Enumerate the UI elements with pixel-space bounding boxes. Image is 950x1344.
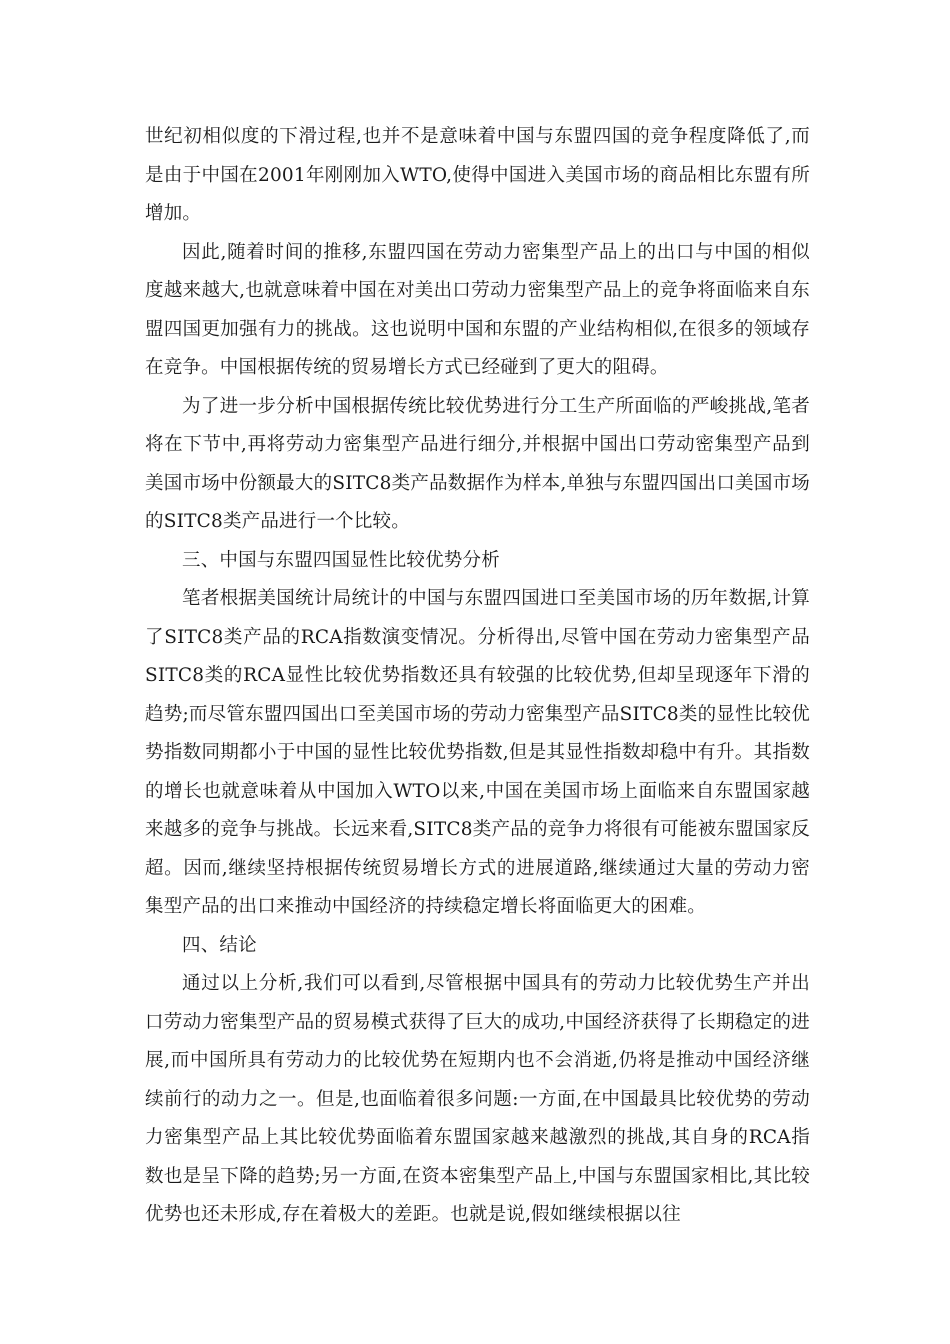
section-heading-rca-analysis: 三、中国与东盟四国显性比较优势分析	[182, 549, 500, 571]
document-page	[145, 118, 810, 1235]
paragraph-further-analysis: 为了进一步分析中国根据传统比较优势进行分工生产所面临的严峻挑战,笔者将在下节中,再将劳动力密集型产品进行细分,并根据中国出口劳动密集型产品到美国市场中份额最大的SITC8类产品数据作为样本,单独与东盟四国出口美国市场的SITC8类产品进行一个比较。	[145, 395, 810, 532]
paragraph-similarity-trend: 因此,随着时间的推移,东盟四国在劳动力密集型产品上的出口与中国的相似度越来越大,也就意味着中国在对美出口劳动力密集型产品上的竞争将面临来自东盟四国更加强有力的挑战。这也说明中国和东盟的产业结构相似,在很多的领域存在竞争。中国根据传统的贸易增长方式已经碰到了更大的阻碍。	[145, 241, 810, 378]
paragraph-conclusion: 通过以上分析,我们可以看到,尽管根据中国具有的劳动力比较优势生产并出口劳动力密集型产品的贸易模式获得了巨大的成功,中国经济获得了长期稳定的进展,而中国所具有劳动力的比较优势在短期内也不会消逝,仍将是推动中国经济继续前行的动力之一。但是,也面临着很多问题:一方面,在中国最具比较优势的劳动力密集型产品上其比较优势面临着东盟国家越来越激烈的挑战,其自身的RCA指数也是呈下降的趋势;另一方面,在资本密集型产品上,中国与东盟国家相比,其比较优势也还未形成,存在着极大的差距。也就是说,假如继续根据以往	[145, 973, 810, 1225]
paragraph-rca-analysis: 笔者根据美国统计局统计的中国与东盟四国进口至美国市场的历年数据,计算了SITC8类产品的RCA指数演变情况。分析得出,尽管中国在劳动力密集型产品SITC8类的RCA显性比较优势指数还具有较强的比较优势,但却呈现逐年下滑的趋势;而尽管东盟四国出口至美国市场的劳动力密集型产品SITC8类的显性比较优势指数同期都小于中国的显性比较优势指数,但是其显性指数却稳中有升。其指数的增长也就意味着从中国加入WTO以来,中国在美国市场上面临来自东盟国家越来越多的竞争与挑战。长远来看,SITC8类产品的竞争力将很有可能被东盟国家反超。因而,继续坚持根据传统贸易增长方式的进展道路,继续通过大量的劳动力密集型产品的出口来推动中国经济的持续稳定增长将面临更大的困难。	[145, 588, 810, 917]
section-heading-conclusion: 四、结论	[182, 934, 257, 956]
paragraph-continuation: 世纪初相似度的下滑过程,也并不是意味着中国与东盟四国的竞争程度降低了,而是由于中国在2001年刚刚加入WTO,使得中国进入美国市场的商品相比东盟有所增加。	[145, 126, 810, 224]
